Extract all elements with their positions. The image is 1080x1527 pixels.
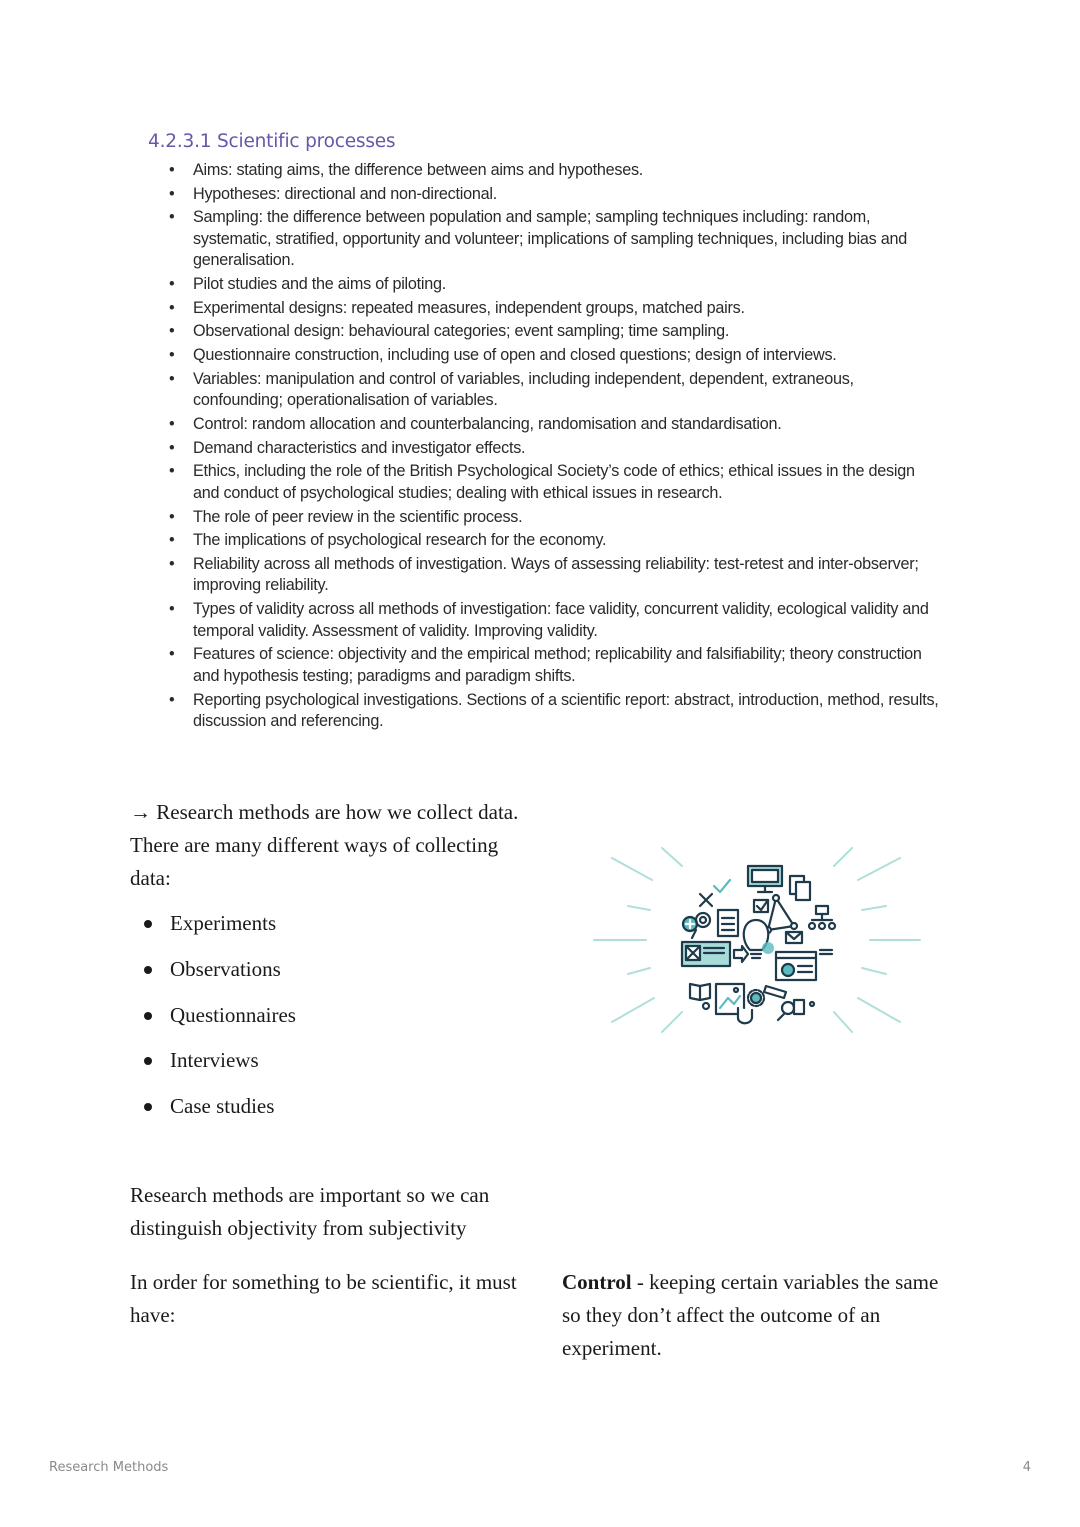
spec-item: • Variables: manipulation and control of variables, including independent, dependent, extraneous, confounding; operationalisation of variables. <box>169 369 854 410</box>
spec-item: • Pilot studies and the aims of piloting. <box>167 274 940 296</box>
intro-section <box>130 796 520 1136</box>
bullet-icon: • <box>169 275 175 294</box>
spec-heading: 4.2.3.1 Scientific processes <box>148 131 396 152</box>
spec-item: • The implications of psychological research for the economy. <box>167 530 940 552</box>
bullet-icon: • <box>169 645 175 664</box>
spec-item: • Demand characteristics and investigator effects. <box>167 438 940 460</box>
spec-item: • Ethics, including the role of the British Psychological Society’s code of ethics; ethical issues in the design and conduct of psychological studies; dealing with ethical issues in research. <box>169 462 915 502</box>
bullet-icon <box>144 966 152 974</box>
method-item: Experiments <box>130 907 520 940</box>
bullet-icon <box>144 920 152 928</box>
importance-paragraph: Research methods are important so we can distinguish objectivity from subjectivity <box>130 1183 490 1240</box>
spec-item: • Aims: stating aims, the difference between aims and hypotheses. <box>167 160 940 182</box>
bullet-icon: • <box>169 438 175 457</box>
bullet-icon: • <box>169 415 175 433</box>
research-methods-illustration <box>590 840 925 1040</box>
bullet-icon: • <box>169 690 175 709</box>
method-item: Observations <box>130 953 520 986</box>
bullet-icon: • <box>169 507 175 526</box>
spec-item: • Sampling: the difference between population and sample; sampling techniques including: random, systematic, stratified, opportunity and volunteer; implications of sampling techniques, including bias and generalisation. <box>169 208 908 270</box>
spec-item: • Reliability across all methods of investigation. Ways of assessing reliability: test-retest and inter-observer; improving reliability. <box>169 554 919 595</box>
bullet-icon: • <box>169 184 175 203</box>
method-item: Questionnaires <box>130 999 520 1032</box>
bullet-icon: • <box>169 298 175 317</box>
spec-item: • Questionnaire construction, including use of open and closed questions; design of interviews. <box>167 345 940 367</box>
intro-paragraph: → Research methods are how we collect data. There are many different ways of collecting data: <box>130 800 519 890</box>
bullet-icon: • <box>169 531 175 550</box>
bullet-icon: • <box>169 600 175 619</box>
bullet-icon: • <box>169 462 175 481</box>
spec-list <box>140 160 940 733</box>
method-item: Interviews <box>130 1044 520 1077</box>
bullet-icon <box>144 1012 152 1020</box>
spec-item: • Types of validity across all methods of investigation: face validity, concurrent validity, ecological validity and temporal validity. Assessment of validity. Improving validity. <box>169 600 929 640</box>
bullet-icon: • <box>169 161 175 179</box>
bullet-icon: • <box>169 369 175 388</box>
bullet-icon: • <box>169 346 175 365</box>
control-definition <box>562 1266 962 1365</box>
scientific-criteria-paragraph: In order for something to be scientific, it must have: <box>130 1270 517 1327</box>
spec-item: • Control: random allocation and counterbalancing, randomisation and standardisation. <box>167 414 940 436</box>
bullet-icon: • <box>169 322 175 341</box>
spec-excerpt <box>140 130 940 735</box>
footer-page-number: 4 <box>1022 1460 1031 1475</box>
spec-item: • Reporting psychological investigations. Sections of a scientific report: abstract, introduction, method, results, discussion and referencing. <box>169 690 939 730</box>
spec-item: • Experimental designs: repeated measures, independent groups, matched pairs. <box>167 298 940 320</box>
methods-list <box>130 907 520 1123</box>
control-definition-text: - keeping certain variables the same so they don’t affect the outcome of an experiment. <box>562 1270 939 1360</box>
control-term: Control <box>562 1270 632 1294</box>
research-methods-icon-cluster <box>590 840 925 1040</box>
bullet-icon <box>144 1103 152 1111</box>
spec-item: • Hypotheses: directional and non-directional. <box>167 184 940 206</box>
footer-document-title: Research Methods <box>49 1460 169 1475</box>
bullet-icon <box>144 1057 152 1065</box>
method-item: Case studies <box>130 1090 520 1123</box>
spec-item: • The role of peer review in the scientific process. <box>167 507 940 529</box>
spec-item: • Features of science: objectivity and the empirical method; replicability and falsifiability; theory construction and hypothesis testing; paradigms and paradigm shifts. <box>169 645 922 685</box>
bullet-icon: • <box>169 554 175 573</box>
spec-item: • Observational design: behavioural categories; event sampling; time sampling. <box>167 321 940 343</box>
bullet-icon: • <box>169 208 175 227</box>
